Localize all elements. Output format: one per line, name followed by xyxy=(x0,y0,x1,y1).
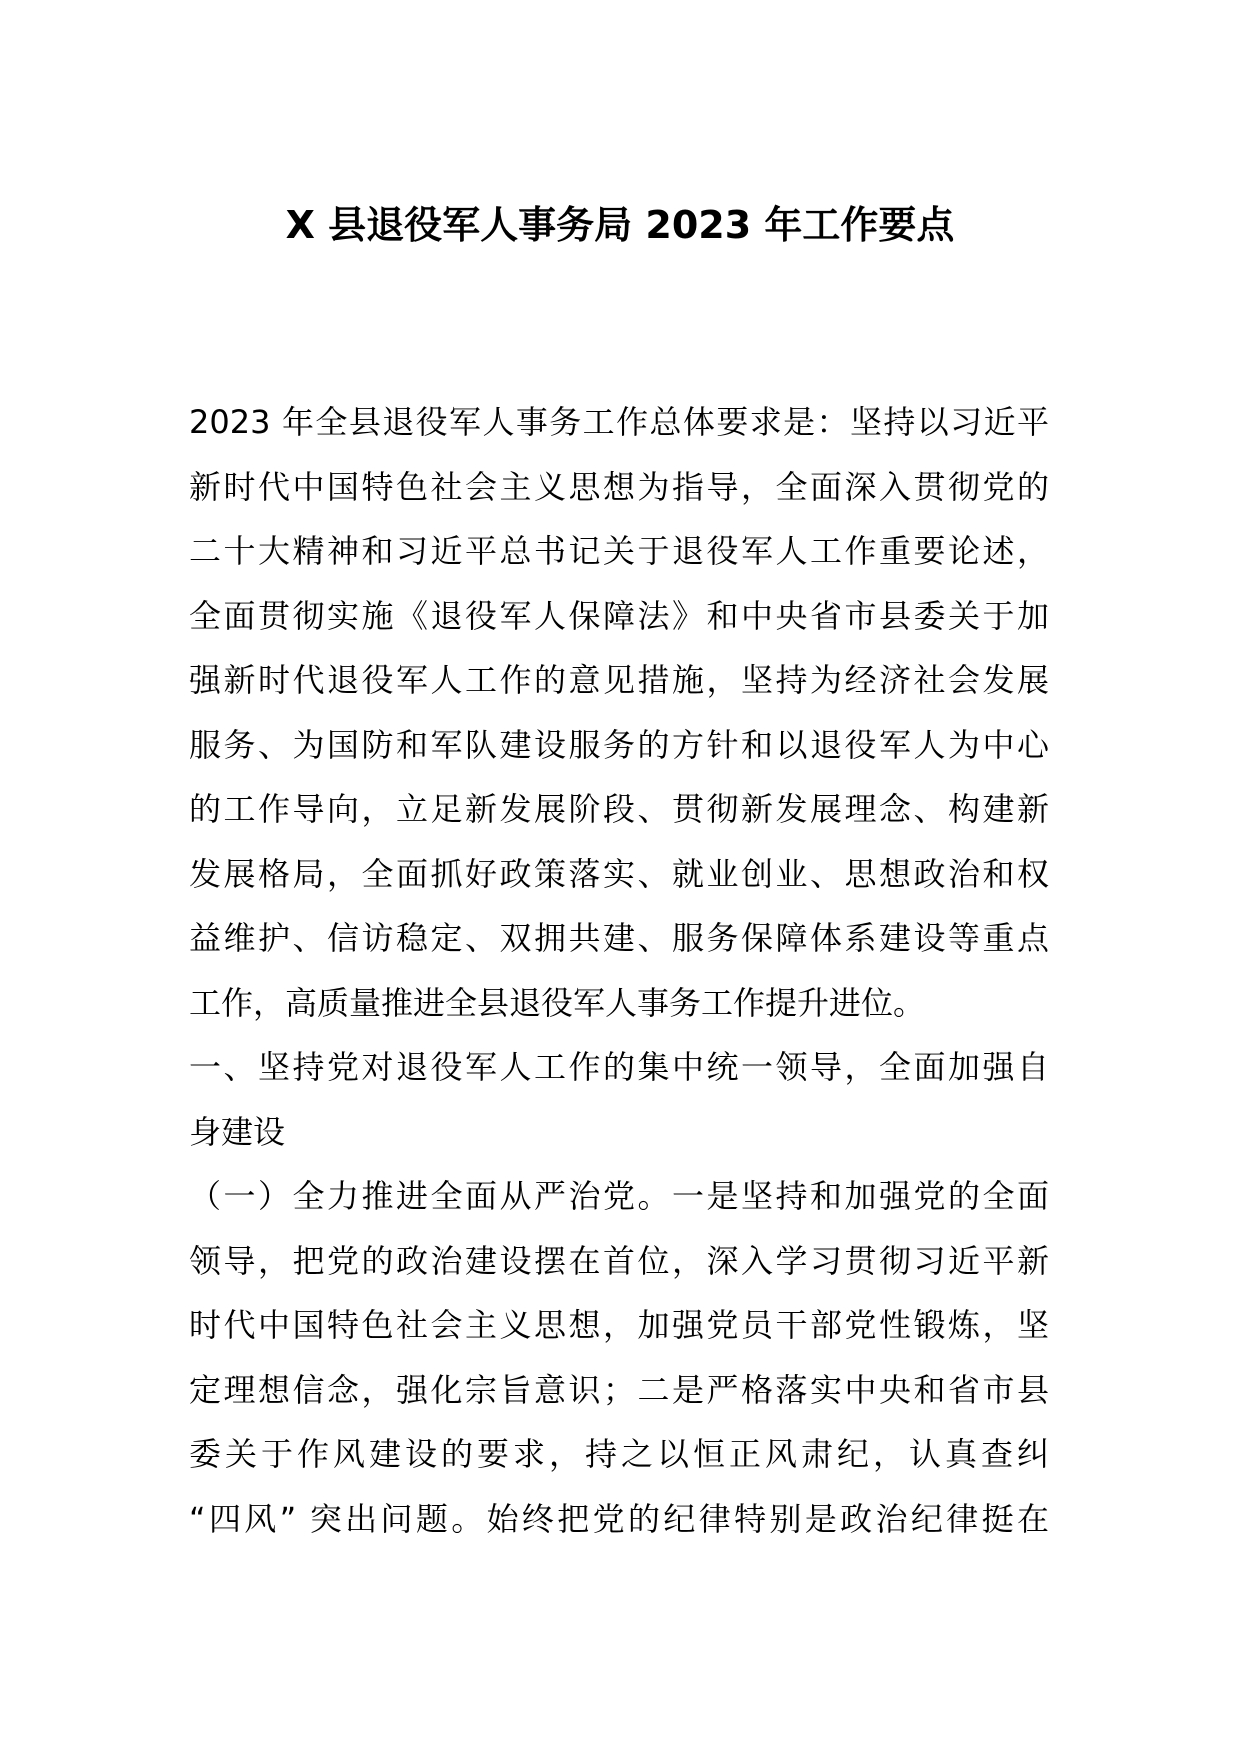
paragraph-line: 服务、为国防和军队建设服务的方针和以退役军人为中心 xyxy=(189,725,1049,764)
document-title: X 县退役军人事务局 2023 年工作要点 xyxy=(285,203,955,247)
paragraph-line: “四风” 突出问题。始终把党的纪律特别是政治纪律挺在 xyxy=(189,1499,1049,1538)
paragraph-line: 领导，把党的政治建设摆在首位，深入学习贯彻习近平新 xyxy=(189,1241,1049,1280)
paragraph-line: 定理想信念，强化宗旨意识；二是严格落实中央和省市县 xyxy=(189,1370,1049,1409)
paragraph-line: 益维护、信访稳定、双拥共建、服务保障体系建设等重点 xyxy=(189,919,1049,957)
paragraph-line: 2023 年全县退役军人事务工作总体要求是：坚持以习近平 xyxy=(189,403,1049,441)
paragraph-line: 二十大精神和习近平总书记关于退役军人工作重要论述， xyxy=(189,532,1049,570)
paragraph-line: 的工作导向，立足新发展阶段、贯彻新发展理念、构建新 xyxy=(189,790,1049,828)
paragraph-line: 委关于作风建设的要求，持之以恒正风肃纪，认真查纠 xyxy=(189,1435,1049,1473)
document-body xyxy=(189,390,1049,1551)
paragraph-line: （一）全力推进全面从严治党。一是坚持和加强党的全面 xyxy=(189,1177,1049,1215)
paragraph-line: 新时代中国特色社会主义思想为指导，全面深入贯彻党的 xyxy=(189,467,1049,506)
paragraph-line: 全面贯彻实施《退役军人保障法》和中央省市县委关于加 xyxy=(189,596,1049,635)
paragraph-line: 强新时代退役军人工作的意见措施，坚持为经济社会发展 xyxy=(189,661,1049,699)
paragraph-line: 时代中国特色社会主义思想，加强党员干部党性锻炼，坚 xyxy=(189,1306,1049,1344)
section-heading-line: 一、坚持党对退役军人工作的集中统一领导，全面加强自 xyxy=(189,1048,1049,1086)
section-heading-line: 身建设 xyxy=(189,1112,286,1151)
paragraph-line: 发展格局，全面抓好政策落实、就业创业、思想政治和权 xyxy=(189,854,1049,893)
paragraph-line: 工作，高质量推进全县退役军人事务工作提升进位。 xyxy=(189,983,926,1022)
